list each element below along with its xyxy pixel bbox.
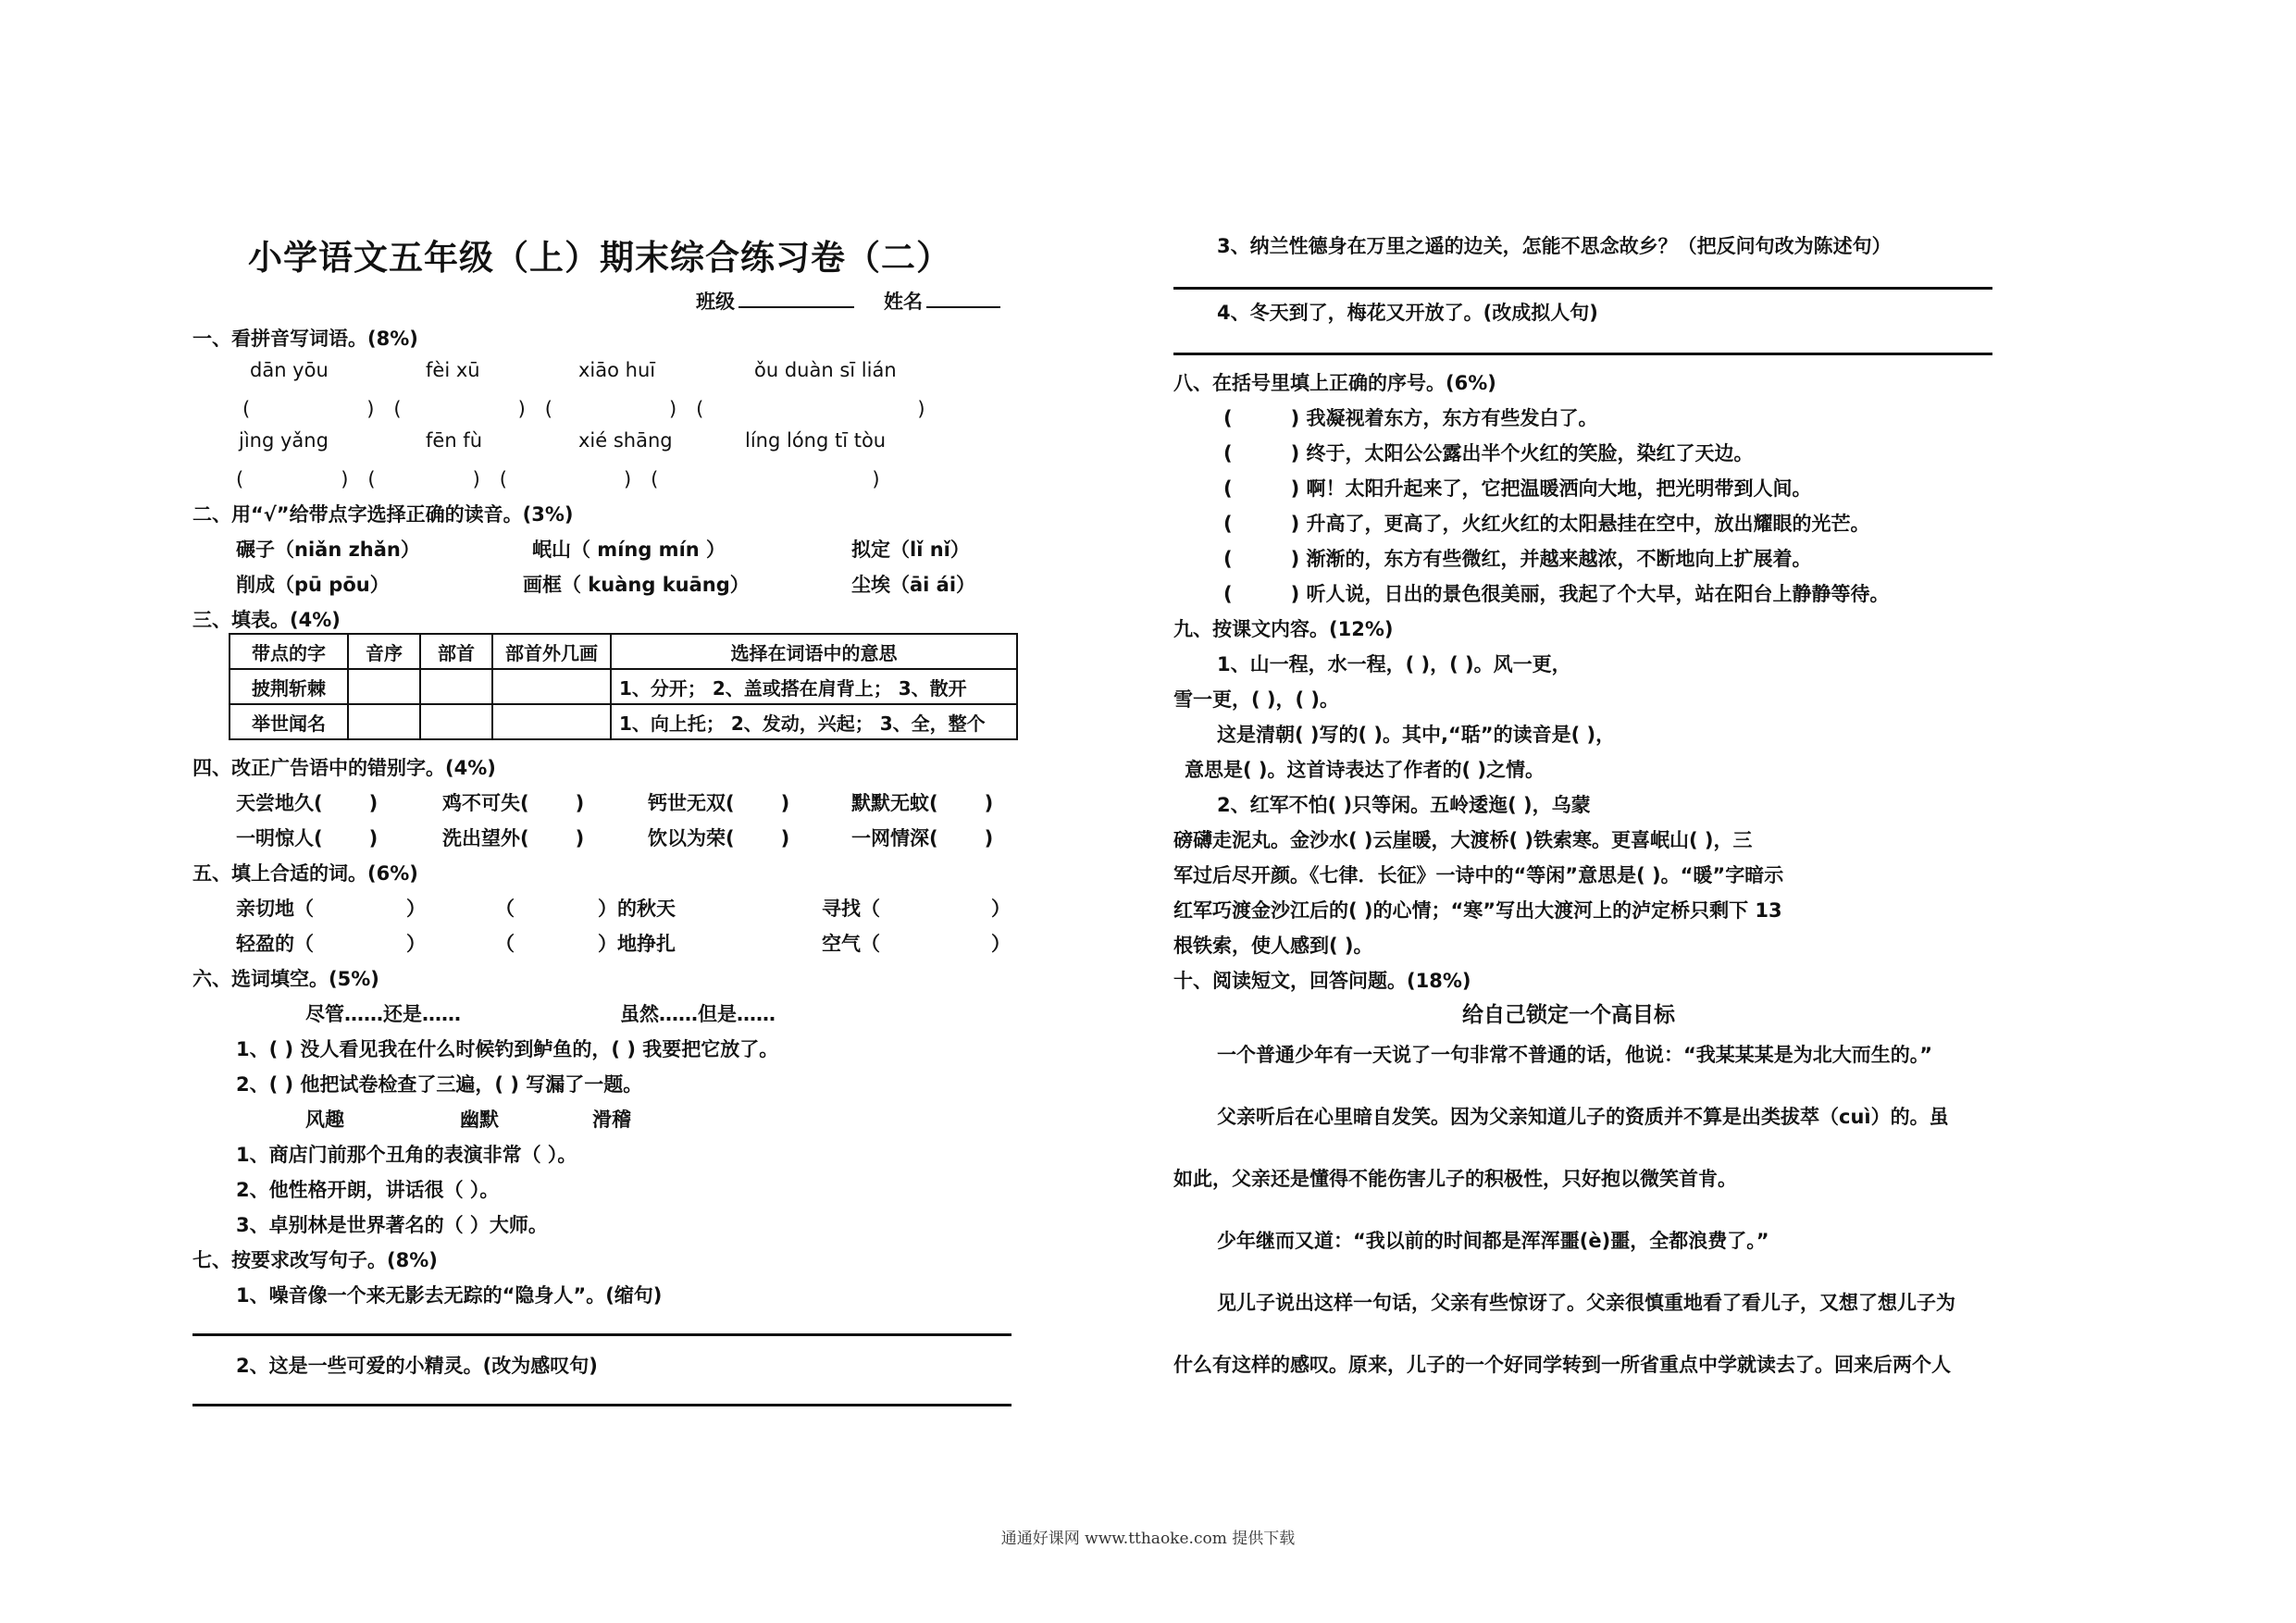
- table-cell-word: 举世闻名: [230, 704, 348, 739]
- answer-line[interactable]: [192, 1333, 1011, 1336]
- pinyin-2: fèi xū: [426, 359, 480, 381]
- typo-item[interactable]: 鸡不可失( ): [442, 792, 585, 814]
- question[interactable]: 1、商店门前那个丑角的表演非常（ ）。: [236, 1144, 577, 1166]
- pinyin-4: ǒu duàn sī lián: [754, 359, 897, 381]
- question: 3、纳兰性德身在万里之遥的边关，怎能不思念故乡？（把反问句改为陈述句）: [1217, 235, 1892, 257]
- story-paragraph: 见儿子说出这样一句话，父亲有些惊讶了。父亲很慎重地看了看儿子，又想了想儿子为: [1217, 1292, 1955, 1314]
- answer-boxes-row2[interactable]: ( ) ( ) ( ) ( ): [236, 468, 880, 490]
- table-cell-meaning: 1、向上托； 2、发动，兴起； 3、全，整个: [611, 704, 1017, 739]
- table-header: 部首: [420, 634, 492, 669]
- word-choice: 滑稽: [592, 1109, 631, 1131]
- answer-line[interactable]: [1173, 287, 1992, 290]
- reading-choice[interactable]: 岷山（ míng mín ）: [532, 539, 726, 561]
- reading-choice[interactable]: 削成（pū pōu）: [236, 574, 390, 596]
- table-header: 音序: [348, 634, 420, 669]
- story-paragraph: 一个普通少年有一天说了一句非常不普通的话，他说：“我某某某是为北大而生的。”: [1217, 1044, 1933, 1066]
- footer-credit: 通通好课网 www.tthaoke.com 提供下载: [1000, 1530, 1296, 1548]
- reading-choice[interactable]: 碾子（niǎn zhǎn）: [236, 539, 420, 561]
- word-pair: 虽然……但是……: [620, 1003, 776, 1025]
- class-field[interactable]: [696, 287, 854, 315]
- name-field[interactable]: [884, 287, 1000, 315]
- recite-line[interactable]: 雪一更，( )，( )。: [1173, 688, 1340, 711]
- word-choice: 风趣: [305, 1109, 344, 1131]
- typo-item[interactable]: 一网情深( ): [851, 827, 994, 849]
- answer-boxes-row1[interactable]: ( ) ( ) ( ) ( ): [242, 398, 925, 420]
- recite-line[interactable]: 1、山一程，水一程，( )，( )。风一更，: [1217, 653, 1571, 675]
- story-title: 给自己锁定一个高目标: [1462, 1003, 1675, 1027]
- word-fill[interactable]: 寻找（ ）: [822, 898, 1011, 920]
- recite-line[interactable]: 红军巧渡金沙江后的( )的心情；“寒”写出大渡河上的泸定桥只剩下 13: [1173, 899, 1782, 922]
- fill-table: [229, 633, 1018, 740]
- table-row: [230, 704, 1017, 739]
- order-item[interactable]: ( ) 升高了，更高了，火红火红的太阳悬挂在空中，放出耀眼的光芒。: [1223, 513, 1870, 535]
- word-fill[interactable]: （ ）地挣扎: [495, 933, 676, 955]
- typo-item[interactable]: 天尝地久( ): [236, 792, 379, 814]
- word-fill[interactable]: 亲切地（ ）: [236, 898, 426, 920]
- section7-heading: 七、按要求改写句子。(8%): [192, 1249, 438, 1271]
- recite-line[interactable]: 军过后尽开颜。《七律．长征》一诗中的“等闲”意思是( )。“暖”字暗示: [1173, 864, 1784, 886]
- reading-choice[interactable]: 拟定（lǐ nǐ）: [851, 539, 970, 561]
- word-fill[interactable]: 轻盈的（ ）: [236, 933, 426, 955]
- typo-item[interactable]: 一明惊人( ): [236, 827, 379, 849]
- story-paragraph: 什么有这样的感叹。原来，儿子的一个好同学转到一所省重点中学就读去了。回来后两个人: [1173, 1354, 1951, 1376]
- word-pair: 尽管……还是……: [305, 1003, 461, 1025]
- recite-line[interactable]: 磅礴走泥丸。金沙水( )云崖暖，大渡桥( )铁索寒。更喜岷山( )，三: [1173, 829, 1753, 851]
- order-item[interactable]: ( ) 渐渐的，东方有些微红，并越来越浓，不断地向上扩展着。: [1223, 548, 1812, 570]
- question[interactable]: 3、卓别林是世界著名的（ ）大师。: [236, 1214, 548, 1236]
- table-cell-input[interactable]: [492, 669, 611, 704]
- table-cell-word: 披荆斩棘: [230, 669, 348, 704]
- question[interactable]: 2、他性格开朗，讲话很（ ）。: [236, 1179, 500, 1201]
- table-cell-meaning: 1、分开； 2、盖或搭在肩背上； 3、散开: [611, 669, 1017, 704]
- order-item[interactable]: ( ) 听人说，日出的景色很美丽，我起了个大早，站在阳台上静静等待。: [1223, 583, 1890, 605]
- pinyin-6: fēn fù: [426, 429, 483, 452]
- question: 1、噪音像一个来无影去无踪的“隐身人”。(缩句): [236, 1284, 663, 1307]
- question[interactable]: 2、( ) 他把试卷检查了三遍，( ) 写漏了一题。: [236, 1073, 643, 1096]
- recite-line[interactable]: 根铁索，使人感到( )。: [1173, 935, 1373, 957]
- section1-heading: 一、看拼音写词语。(8%): [192, 328, 418, 350]
- pinyin-1: dān yōu: [250, 359, 329, 381]
- typo-item[interactable]: 饮以为荣( ): [648, 827, 790, 849]
- recite-line[interactable]: 意思是( )。这首诗表达了作者的( )之情。: [1185, 759, 1545, 781]
- section2-heading: 二、用“√”给带点字选择正确的读音。(3%): [192, 503, 574, 526]
- table-cell-input[interactable]: [492, 704, 611, 739]
- pinyin-5: jìng yǎng: [239, 429, 329, 452]
- recite-line[interactable]: 2、红军不怕( )只等闲。五岭逶迤( )，乌蒙: [1217, 794, 1591, 816]
- question[interactable]: 1、( ) 没人看见我在什么时候钓到鲈鱼的，( ) 我要把它放了。: [236, 1038, 779, 1060]
- section6-heading: 六、选词填空。(5%): [192, 968, 379, 990]
- order-item[interactable]: ( ) 啊！太阳升起来了，它把温暖洒向大地，把光明带到人间。: [1223, 477, 1812, 500]
- section9-heading: 九、按课文内容。(12%): [1173, 618, 1394, 640]
- table-header: 选择在词语中的意思: [611, 634, 1017, 669]
- section10-heading: 十、阅读短文，回答问题。(18%): [1173, 970, 1471, 992]
- question: 4、冬天到了，梅花又开放了。(改成拟人句): [1217, 302, 1598, 324]
- pinyin-7: xié shāng: [578, 429, 673, 452]
- story-paragraph: 少年继而又道：“我以前的时间都是浑浑噩(è)噩，全都浪费了。”: [1217, 1230, 1769, 1252]
- word-fill[interactable]: （ ）的秋天: [495, 898, 676, 920]
- name-label: 姓名: [884, 291, 923, 313]
- section4-heading: 四、改正广告语中的错别字。(4%): [192, 757, 496, 779]
- table-header: 带点的字: [230, 634, 348, 669]
- section3-heading: 三、填表。(4%): [192, 609, 341, 631]
- reading-choice[interactable]: 画框（ kuàng kuāng）: [523, 574, 750, 596]
- word-choice: 幽默: [460, 1109, 499, 1131]
- answer-line[interactable]: [192, 1404, 1011, 1406]
- pinyin-3: xiāo huī: [578, 359, 656, 381]
- table-cell-input[interactable]: [420, 704, 492, 739]
- word-fill[interactable]: 空气（ ）: [822, 933, 1011, 955]
- table-row: [230, 669, 1017, 704]
- table-cell-input[interactable]: [348, 669, 420, 704]
- table-cell-input[interactable]: [420, 669, 492, 704]
- typo-item[interactable]: 洗出望外( ): [442, 827, 585, 849]
- answer-line[interactable]: [1173, 353, 1992, 355]
- story-paragraph: 父亲听后在心里暗自发笑。因为父亲知道儿子的资质并不算是出类拔萃（cuì）的。虽: [1217, 1106, 1949, 1128]
- typo-item[interactable]: 默默无蚊( ): [851, 792, 994, 814]
- table-cell-input[interactable]: [348, 704, 420, 739]
- section5-heading: 五、填上合适的词。(6%): [192, 862, 418, 885]
- reading-choice[interactable]: 尘埃（āi ái）: [851, 574, 976, 596]
- question: 2、这是一些可爱的小精灵。(改为感叹句): [236, 1355, 598, 1377]
- class-label: 班级: [696, 291, 735, 313]
- section8-heading: 八、在括号里填上正确的序号。(6%): [1173, 372, 1496, 394]
- order-item[interactable]: ( ) 终于，太阳公公露出半个火红的笑脸，染红了天边。: [1223, 442, 1754, 465]
- story-paragraph: 如此，父亲还是懂得不能伤害儿子的积极性，只好抱以微笑首肯。: [1173, 1168, 1737, 1190]
- table-header-row: [230, 634, 1017, 669]
- order-item[interactable]: ( ) 我凝视着东方，东方有些发白了。: [1223, 407, 1598, 429]
- pinyin-8: líng lóng tī tòu: [745, 429, 887, 452]
- recite-line[interactable]: 这是清朝( )写的( )。其中,“聒”的读音是( )，: [1217, 724, 1616, 746]
- table-header: 部首外几画: [492, 634, 611, 669]
- page-title: 小学语文五年级（上）期末综合练习卷（二）: [248, 238, 951, 278]
- typo-item[interactable]: 钙世无双( ): [648, 792, 790, 814]
